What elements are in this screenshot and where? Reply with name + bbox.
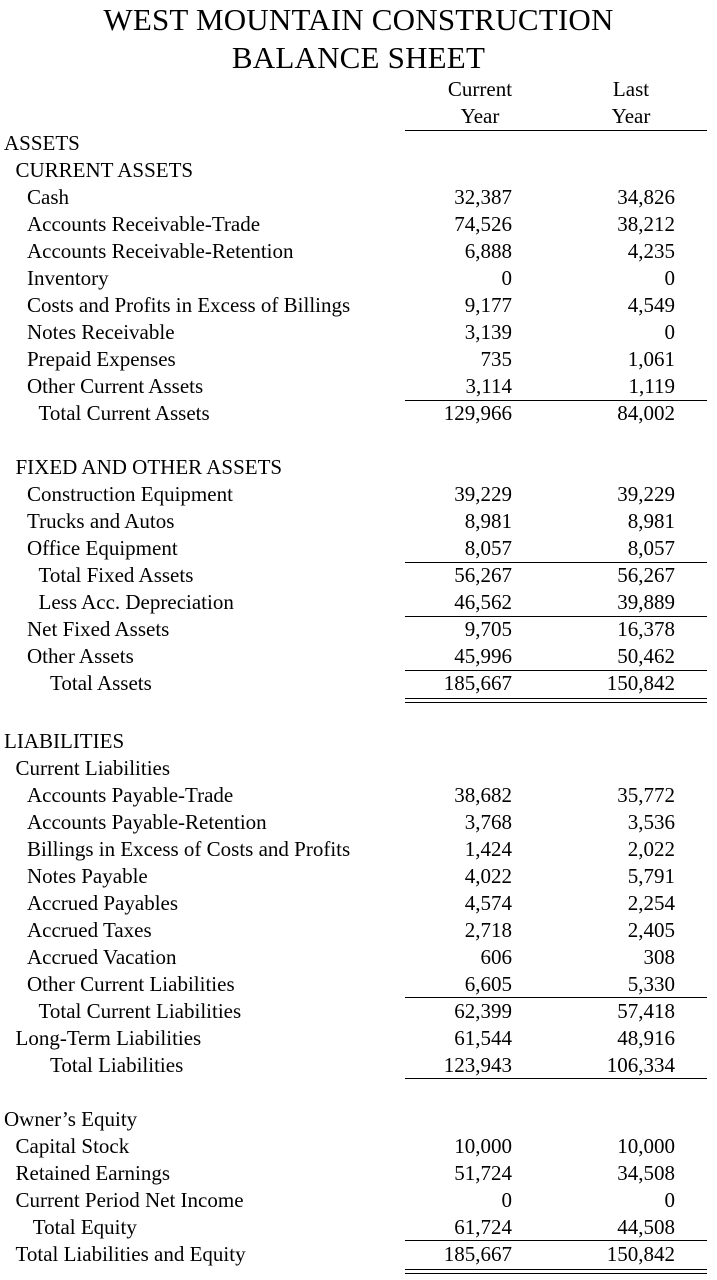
current-year-value: 123,943 — [443, 1053, 512, 1077]
table-row — [0, 1160, 717, 1187]
row-label: Total Equity — [32, 1215, 137, 1239]
last-year-value: 34,826 — [617, 185, 675, 209]
current-year-value: 185,667 — [443, 1242, 512, 1266]
last-year-value: 150,842 — [606, 1242, 675, 1266]
last-year-value: 57,418 — [617, 999, 675, 1023]
row-label: Costs and Profits in Excess of Billings — [27, 293, 351, 317]
last-year-value: 8,057 — [627, 536, 675, 560]
table-row — [0, 1241, 717, 1268]
subtotal-rule — [405, 1240, 707, 1241]
current-year-value: 8,981 — [464, 509, 512, 533]
current-year-value: 1,424 — [464, 837, 512, 861]
table-row — [0, 971, 717, 998]
last-year-value: 0 — [664, 320, 675, 344]
last-year-value: 16,378 — [617, 617, 675, 641]
row-label: Accounts Payable-Retention — [27, 810, 267, 834]
row-label: Accrued Taxes — [27, 918, 152, 942]
row-label: Total Liabilities — [50, 1053, 184, 1077]
current-year-value: 606 — [480, 945, 512, 969]
table-row — [0, 670, 717, 697]
row-label: Current Period Net Income — [15, 1188, 244, 1212]
current-year-value: 9,705 — [464, 617, 512, 641]
table-row — [0, 1187, 717, 1214]
last-year-value: 2,254 — [627, 891, 675, 915]
subtotal-rule — [405, 997, 707, 998]
row-label: Other Current Assets — [27, 374, 204, 398]
row-label: Accrued Payables — [27, 891, 179, 915]
table-row — [0, 1214, 717, 1241]
current-year-value: 74,526 — [454, 212, 512, 236]
report-title-line1: WEST MOUNTAIN CONSTRUCTION — [103, 2, 614, 37]
total-double-rule — [405, 1269, 707, 1274]
report-title-line2: BALANCE SHEET — [231, 40, 486, 75]
table-row — [0, 616, 717, 643]
table-row — [0, 238, 717, 265]
last-year-value: 106,334 — [606, 1053, 675, 1077]
current-year-value: 735 — [480, 347, 512, 371]
row-label: Construction Equipment — [27, 482, 233, 506]
row-label: Office Equipment — [27, 536, 178, 560]
table-row — [0, 998, 717, 1025]
row-label: Total Liabilities and Equity — [15, 1242, 246, 1266]
row-label: Accounts Payable-Trade — [27, 783, 234, 807]
current-year-value: 185,667 — [443, 671, 512, 695]
row-label: Long-Term Liabilities — [15, 1026, 202, 1050]
table-row — [0, 863, 717, 890]
last-year-value: 308 — [643, 945, 675, 969]
current-year-value: 6,605 — [464, 972, 512, 996]
last-year-value: 4,549 — [627, 293, 675, 317]
subtotal-rule — [405, 400, 707, 401]
row-label: Owner’s Equity — [4, 1107, 138, 1131]
table-row — [0, 454, 717, 481]
table-row — [0, 917, 717, 944]
row-label: Billings in Excess of Costs and Profits — [27, 837, 351, 861]
table-row — [0, 481, 717, 508]
row-label: Other Current Liabilities — [27, 972, 235, 996]
last-year-value: 35,772 — [617, 783, 675, 807]
last-year-value: 38,212 — [617, 212, 675, 236]
current-year-value: 4,022 — [464, 864, 512, 888]
row-label: Notes Receivable — [27, 320, 175, 344]
table-row — [0, 643, 717, 670]
last-year-value: 2,022 — [627, 837, 675, 861]
row-label: FIXED AND OTHER ASSETS — [15, 455, 283, 479]
row-label: Net Fixed Assets — [27, 617, 170, 641]
row-label: Accounts Receivable-Retention — [27, 239, 294, 263]
current-year-value: 0 — [501, 266, 512, 290]
last-year-value: 1,061 — [627, 347, 675, 371]
table-row — [0, 836, 717, 863]
last-year-value: 84,002 — [617, 401, 675, 425]
table-row — [0, 944, 717, 971]
table-row — [0, 728, 717, 755]
table-row — [0, 346, 717, 373]
current-year-value: 10,000 — [454, 1134, 512, 1158]
subtotal-rule — [405, 670, 707, 671]
current-year-value: 8,057 — [464, 536, 512, 560]
last-year-value: 8,981 — [627, 509, 675, 533]
table-row — [0, 782, 717, 809]
last-year-value: 0 — [664, 1188, 675, 1212]
table-row — [0, 755, 717, 782]
current-year-value: 38,682 — [454, 783, 512, 807]
last-year-value: 39,889 — [617, 590, 675, 614]
row-label: Notes Payable — [27, 864, 148, 888]
current-year-value: 46,562 — [454, 590, 512, 614]
column-header-current-line1: Current — [447, 77, 513, 101]
subtotal-rule — [405, 616, 707, 617]
row-label: Total Fixed Assets — [38, 563, 194, 587]
table-row — [0, 211, 717, 238]
row-label: Current Liabilities — [15, 756, 171, 780]
table-row — [0, 1025, 717, 1052]
row-label: Retained Earnings — [15, 1161, 171, 1185]
current-year-value: 2,718 — [464, 918, 512, 942]
last-year-value: 34,508 — [617, 1161, 675, 1185]
current-year-value: 51,724 — [454, 1161, 512, 1185]
table-row — [0, 589, 717, 616]
table-row — [0, 535, 717, 562]
row-label: Accrued Vacation — [27, 945, 177, 969]
row-label: Less Acc. Depreciation — [38, 590, 234, 614]
current-year-value: 3,114 — [465, 374, 512, 398]
table-row — [0, 809, 717, 836]
row-label: Other Assets — [27, 644, 134, 668]
row-label: ASSETS — [4, 131, 80, 155]
last-year-value: 1,119 — [628, 374, 675, 398]
row-label: Accounts Receivable-Trade — [27, 212, 261, 236]
table-row — [0, 1052, 717, 1079]
row-label: Capital Stock — [15, 1134, 130, 1158]
last-year-value: 4,235 — [627, 239, 675, 263]
last-year-value: 150,842 — [606, 671, 675, 695]
row-label: Trucks and Autos — [27, 509, 175, 533]
table-row — [0, 400, 717, 427]
current-year-value: 129,966 — [443, 401, 512, 425]
column-header-last-line1: Last — [612, 77, 650, 101]
current-year-value: 9,177 — [464, 293, 512, 317]
current-year-value: 0 — [501, 1188, 512, 1212]
last-year-value: 48,916 — [617, 1026, 675, 1050]
total-double-rule — [405, 698, 707, 703]
last-year-value: 3,536 — [627, 810, 675, 834]
subtotal-rule — [405, 562, 707, 563]
current-year-value: 45,996 — [454, 644, 512, 668]
row-label: CURRENT ASSETS — [15, 158, 194, 182]
table-row — [0, 1106, 717, 1133]
table-row — [0, 157, 717, 184]
table-row — [0, 184, 717, 211]
table-row — [0, 292, 717, 319]
row-label: Prepaid Expenses — [27, 347, 176, 371]
last-year-value: 50,462 — [617, 644, 675, 668]
current-year-value: 61,724 — [454, 1215, 512, 1239]
table-row — [0, 130, 717, 157]
table-row — [0, 319, 717, 346]
last-year-value: 5,791 — [627, 864, 675, 888]
last-year-value: 10,000 — [617, 1134, 675, 1158]
column-header-current-line2: Year — [460, 104, 500, 128]
current-year-value: 6,888 — [464, 239, 512, 263]
current-year-value: 39,229 — [454, 482, 512, 506]
row-label: Total Current Assets — [38, 401, 210, 425]
column-header-last-line2: Year — [611, 104, 651, 128]
current-year-value: 3,139 — [464, 320, 512, 344]
row-label: LIABILITIES — [4, 729, 125, 753]
table-row — [0, 265, 717, 292]
last-year-value: 44,508 — [617, 1215, 675, 1239]
table-row — [0, 373, 717, 400]
last-year-value: 2,405 — [627, 918, 675, 942]
last-year-value: 5,330 — [627, 972, 675, 996]
row-label: Total Assets — [50, 671, 152, 695]
current-year-value: 56,267 — [454, 563, 512, 587]
table-row — [0, 1133, 717, 1160]
row-label: Cash — [27, 185, 69, 209]
current-year-value: 3,768 — [464, 810, 512, 834]
subtotal-rule — [405, 1078, 707, 1079]
last-year-value: 39,229 — [617, 482, 675, 506]
row-label: Total Current Liabilities — [38, 999, 242, 1023]
table-row — [0, 508, 717, 535]
current-year-value: 32,387 — [454, 185, 512, 209]
current-year-value: 4,574 — [464, 891, 512, 915]
last-year-value: 0 — [664, 266, 675, 290]
table-row — [0, 890, 717, 917]
table-row — [0, 562, 717, 589]
last-year-value: 56,267 — [617, 563, 675, 587]
current-year-value: 62,399 — [454, 999, 512, 1023]
current-year-value: 61,544 — [454, 1026, 512, 1050]
row-label: Inventory — [27, 266, 109, 290]
